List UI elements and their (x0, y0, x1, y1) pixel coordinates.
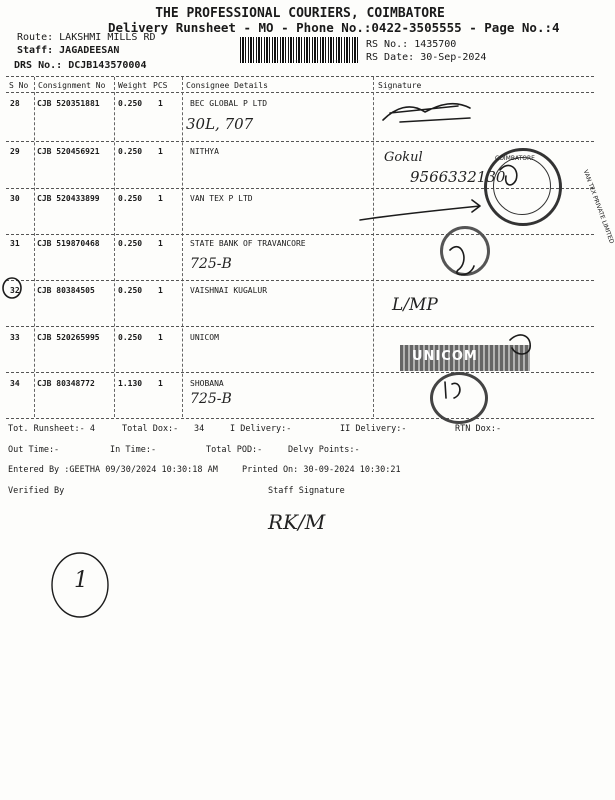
row-handwritten-phone: 9566332130 (410, 168, 506, 186)
drs-label: DRS No.: (14, 60, 63, 71)
circle-mark (3, 278, 21, 298)
row-pcs: 1 (158, 239, 163, 248)
footer-verified-by: Verified By (8, 486, 65, 496)
rs-date-value: 30-Sep-2024 (420, 52, 487, 63)
row-consignment: CJB 80384505 (37, 286, 95, 295)
footer-in-time: In Time:- (110, 445, 157, 455)
unicom-stamp-text: UNICOM (412, 349, 478, 364)
row-weight: 0.250 (118, 333, 143, 342)
row-weight: 0.250 (118, 239, 143, 248)
rs-date-label: RS Date: (366, 52, 415, 63)
row-consignment: CJB 520265995 (37, 333, 100, 342)
staff-label: Staff: (17, 45, 54, 56)
row-weight: 1.130 (118, 379, 143, 388)
stamp-arc-text: VAN TEX PRIVATE LIMITED (581, 168, 615, 245)
staff-value: JAGADEESAN (59, 45, 120, 56)
staff-handwritten-signature: RK/M (268, 510, 326, 534)
row-handwritten-signature: L/MP (392, 295, 438, 315)
row-consignment: CJB 520351881 (37, 99, 100, 108)
row-weight: 0.250 (118, 286, 143, 295)
col-weight: Weight (118, 81, 147, 90)
company-title: THE PROFESSIONAL COURIERS, COIMBATORE (155, 6, 445, 21)
row-consignment: CJB 520456921 (37, 147, 100, 156)
row-pcs: 1 (158, 379, 163, 388)
row-sno: 34 (10, 379, 20, 388)
row-sno: 30 (10, 194, 20, 203)
row-consignment: CJB 80348772 (37, 379, 95, 388)
signature-scribble (383, 104, 470, 122)
footer-total-pod: Total POD:- (206, 445, 263, 455)
footer-entered-by: Entered By :GEETHA 09/30/2024 10:30:18 AM (8, 465, 218, 475)
row-handwritten-note: 725-B (190, 391, 232, 407)
row-pcs: 1 (158, 333, 163, 342)
circled-number: 1 (74, 568, 88, 593)
route-label: Route: (17, 32, 54, 43)
footer-rtn-dox: RTN Dox:- (455, 424, 502, 434)
row-consignee: NITHYA (190, 147, 219, 156)
runsheet-title: Delivery Runsheet - MO - Phone No.:0422-3505555 - Page No.:4 (108, 20, 560, 35)
signature-scribble (445, 382, 460, 398)
signature-scribble (500, 165, 517, 184)
row-consignee: STATE BANK OF TRAVANCORE (190, 239, 306, 248)
row-weight: 0.250 (118, 147, 143, 156)
col-signature: Signature (378, 81, 422, 90)
row-pcs: 1 (158, 99, 163, 108)
footer-i-delivery: I Delivery:- (230, 424, 292, 434)
footer-tot-runsheet: Tot. Runsheet:- 4 (8, 424, 95, 434)
row-pcs: 1 (158, 286, 163, 295)
row-consignment: CJB 520433899 (37, 194, 100, 203)
route-value: LAKSHMI MILLS RD (59, 32, 156, 43)
row-handwritten-signature: Gokul (384, 150, 423, 165)
rs-no-label: RS No.: (366, 39, 409, 50)
signature-scribble (450, 247, 474, 275)
row-pcs: 1 (158, 147, 163, 156)
row-sno: 28 (10, 99, 20, 108)
row-weight: 0.250 (118, 194, 143, 203)
row-consignment: CJB 519870468 (37, 239, 100, 248)
signature-scribble (510, 335, 530, 354)
col-consignment: Consignment No (38, 81, 106, 90)
row-consignee: UNICOM (190, 333, 219, 342)
arrow-scribble (360, 200, 480, 220)
row-pcs: 1 (158, 194, 163, 203)
drs-value: DCJB143570004 (68, 60, 147, 71)
footer-delvy-points: Delvy Points:- (288, 445, 360, 455)
row-consignee: VAISHNAI KUGALUR (190, 286, 268, 295)
footer-staff-signature: Staff Signature (268, 486, 345, 496)
footer-out-time: Out Time:- (8, 445, 60, 455)
rs-no-value: 1435700 (414, 39, 457, 50)
footer-printed-on: Printed On: 30-09-2024 10:30:21 (242, 465, 401, 475)
row-weight: 0.250 (118, 99, 143, 108)
col-sno: S No (9, 81, 29, 90)
row-consignee: VAN TEX P LTD (190, 194, 253, 203)
row-handwritten-note: 725-B (190, 256, 232, 272)
col-consignee: Consignee Details (186, 81, 268, 90)
row-consignee: BEC GLOBAL P LTD (190, 99, 268, 108)
row-sno: 29 (10, 147, 20, 156)
row-sno: 33 (10, 333, 20, 342)
row-sno: 31 (10, 239, 20, 248)
row-handwritten-note: 30L, 707 (186, 115, 254, 133)
col-pcs: PCS (153, 81, 168, 90)
footer-ii-delivery: II Delivery:- (340, 424, 407, 434)
row-consignee: SHOBANA (190, 379, 224, 388)
footer-total-dox: Total Dox:- (122, 424, 179, 434)
row-sno: 32 (10, 286, 20, 295)
footer-total-dox-value: 34 (194, 424, 205, 434)
stamp-text: COIMBATORE (495, 155, 535, 162)
